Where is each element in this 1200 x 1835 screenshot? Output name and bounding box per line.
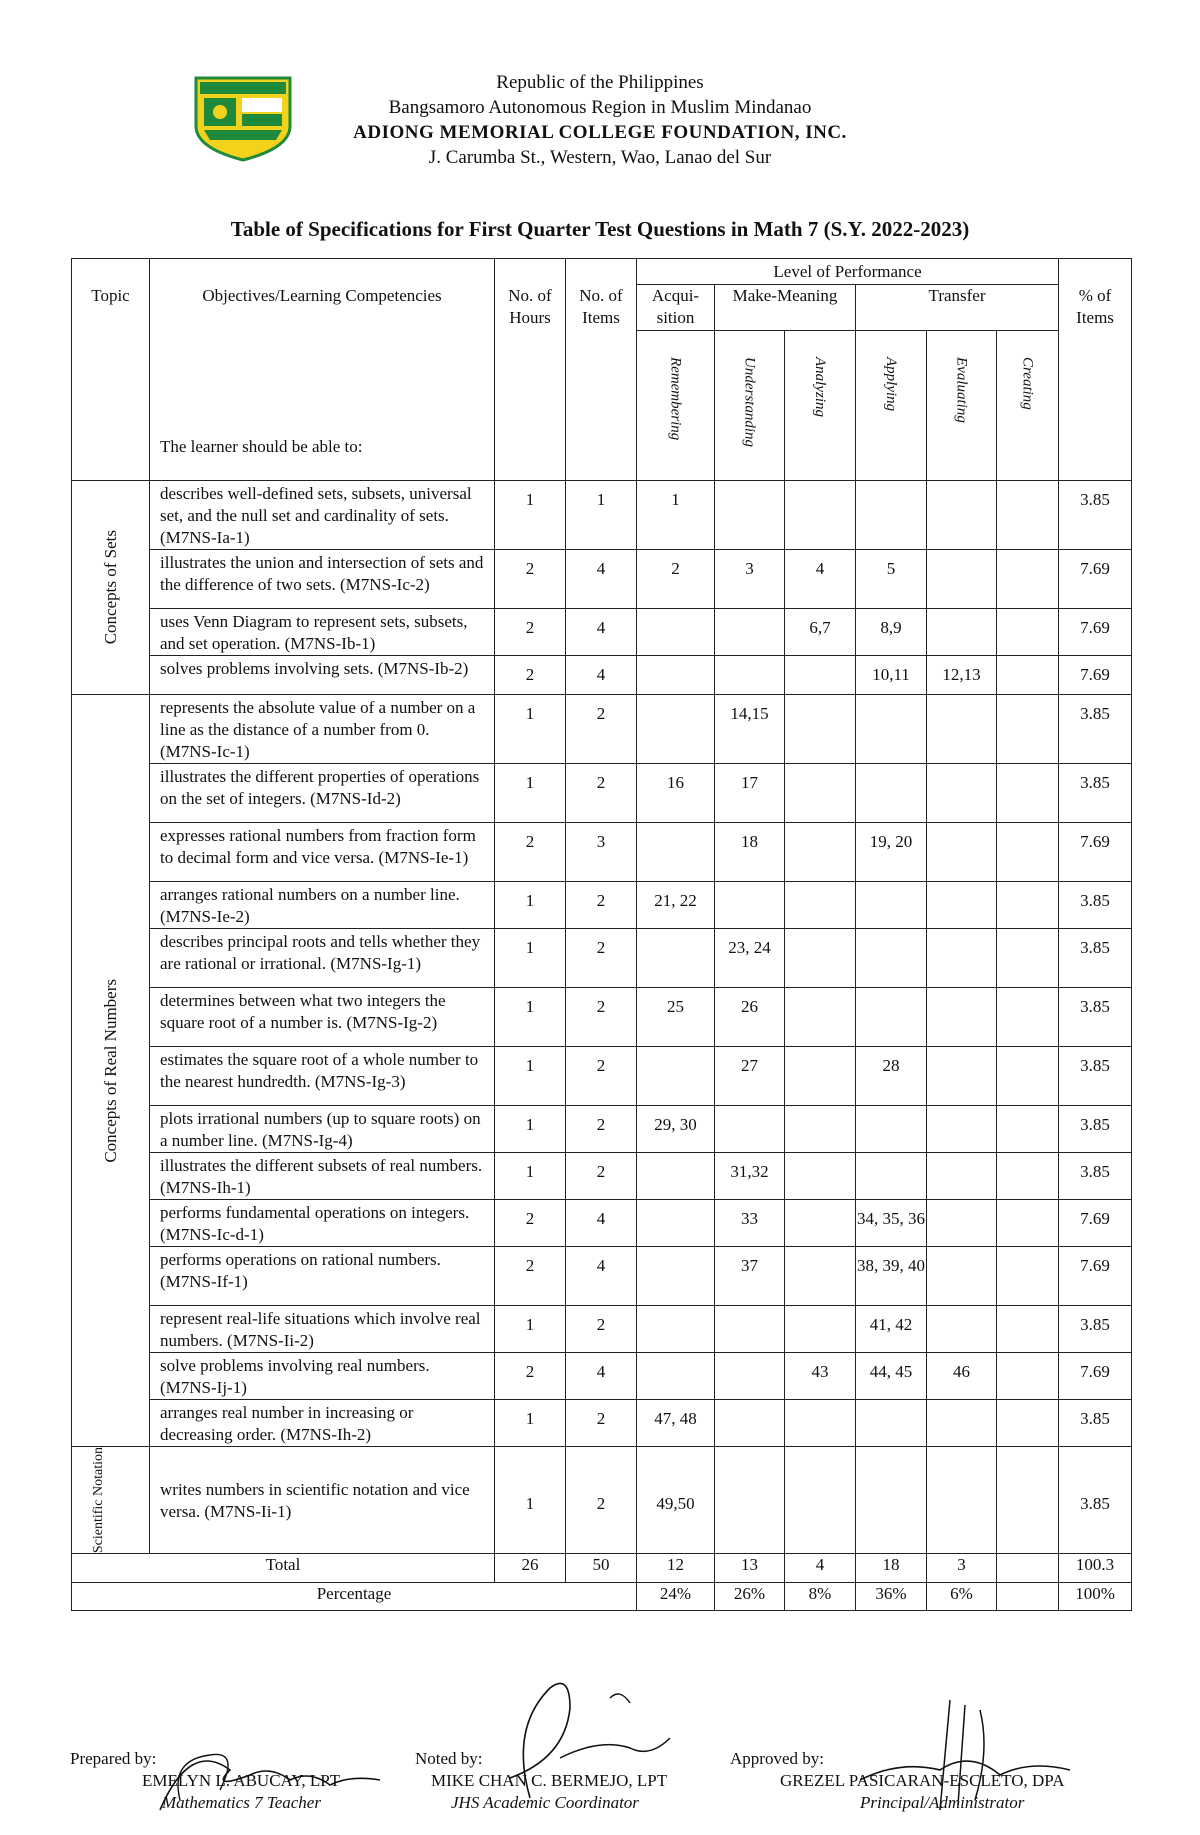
remembering-cell [637,1306,715,1353]
remembering-cell [637,695,715,764]
analyzing-cell [785,1306,856,1353]
objective-cell: represent real-life situations which involve real numbers. (M7NS-Ii-2) [150,1306,495,1353]
table-body [72,481,1132,1554]
percent-cell: 3.85 [1059,1153,1132,1200]
understanding-cell [715,1447,785,1554]
table-row [72,1353,1132,1400]
objective-cell: arranges real number in increasing or decreasing order. (M7NS-Ih-2) [150,1400,495,1447]
understanding-cell [715,481,785,550]
table-row [72,988,1132,1047]
total-items: 50 [566,1554,637,1583]
items-cell: 4 [566,550,637,609]
total-applying: 18 [856,1554,927,1583]
evaluating-header: Evaluating [953,357,970,423]
hours-cell: 1 [495,929,566,988]
items-header: No. of Items [566,259,637,481]
remembering-cell [637,1200,715,1247]
objective-cell: plots irrational numbers (up to square roots) on a number line. (M7NS-Ig-4) [150,1106,495,1153]
acquisition-header: Acqui-sition [637,285,715,331]
percentage-evaluating: 6% [927,1583,997,1611]
objective-cell: estimates the square root of a whole number to the nearest hundredth. (M7NS-Ig-3) [150,1047,495,1106]
objective-cell: illustrates the different properties of operations on the set of integers. (M7NS-Id-2) [150,764,495,823]
hours-cell: 2 [495,1200,566,1247]
remembering-cell [637,1153,715,1200]
objective-cell: solve problems involving real numbers. (M7NS-Ij-1) [150,1353,495,1400]
hours-cell: 1 [495,764,566,823]
evaluating-cell [927,1200,997,1247]
topic-header: Topic [72,259,150,481]
percentage-applying: 36% [856,1583,927,1611]
analyzing-cell [785,882,856,929]
items-cell: 3 [566,823,637,882]
understanding-cell [715,656,785,695]
prepared-name: EMELYN L. ABUCAY, LPT [142,1771,341,1790]
hours-cell: 2 [495,1353,566,1400]
applying-cell: 5 [856,550,927,609]
creating-cell [997,823,1059,882]
creating-cell [997,1306,1059,1353]
noted-role: JHS Academic Coordinator [451,1793,639,1812]
noted-signature [470,1668,690,1808]
percent-header: % of Items [1059,259,1132,481]
items-cell: 2 [566,1106,637,1153]
total-creating [997,1554,1059,1583]
creating-cell [997,882,1059,929]
objective-cell: solves problems involving sets. (M7NS-Ib-2) [150,656,495,695]
objectives-header [150,259,495,481]
creating-cell [997,1106,1059,1153]
understanding-cell: 3 [715,550,785,609]
learner-note: The learner should be able to: [160,437,363,456]
items-cell: 2 [566,1047,637,1106]
creating-cell [997,1153,1059,1200]
approved-signature [840,1690,1080,1820]
analyzing-cell: 4 [785,550,856,609]
objective-cell: performs operations on rational numbers. (M7NS-If-1) [150,1247,495,1306]
remembering-cell [637,929,715,988]
topic-label: Scientific Notation [90,1447,106,1554]
noted-label: Noted by: [415,1749,483,1768]
understanding-cell: 17 [715,764,785,823]
creating-cell [997,1447,1059,1554]
understanding-cell: 31,32 [715,1153,785,1200]
evaluating-cell [927,764,997,823]
creating-cell [997,1400,1059,1447]
table-row [72,1400,1132,1447]
analyzing-cell: 43 [785,1353,856,1400]
approved-label: Approved by: [730,1749,824,1768]
analyzing-cell [785,1106,856,1153]
hours-cell: 1 [495,1106,566,1153]
understanding-cell: 14,15 [715,695,785,764]
hours-cell: 2 [495,823,566,882]
remembering-cell: 16 [637,764,715,823]
percent-cell: 3.85 [1059,1400,1132,1447]
items-cell: 4 [566,656,637,695]
evaluating-cell [927,550,997,609]
table-row [72,764,1132,823]
applying-cell [856,882,927,929]
table-row [72,1200,1132,1247]
items-cell: 4 [566,609,637,656]
percent-cell: 7.69 [1059,550,1132,609]
creating-cell [997,929,1059,988]
hours-header: No. of Hours [495,259,566,481]
analyzing-cell [785,1247,856,1306]
creating-cell [997,988,1059,1047]
remembering-cell: 21, 22 [637,882,715,929]
understanding-cell: 23, 24 [715,929,785,988]
analyzing-cell [785,988,856,1047]
applying-cell [856,1153,927,1200]
creating-cell [997,764,1059,823]
hours-cell: 1 [495,695,566,764]
applying-cell: 44, 45 [856,1353,927,1400]
remembering-cell: 29, 30 [637,1106,715,1153]
table-row [72,823,1132,882]
understanding-cell [715,1400,785,1447]
total-label: Total [72,1554,495,1583]
applying-cell: 41, 42 [856,1306,927,1353]
header-line-1: Republic of the Philippines [496,72,704,93]
percent-cell: 3.85 [1059,988,1132,1047]
remembering-cell [637,1247,715,1306]
creating-header: Creating [1019,357,1036,410]
table-row [72,1106,1132,1153]
analyzing-cell [785,656,856,695]
hours-cell: 1 [495,481,566,550]
objective-cell: writes numbers in scientific notation and vice versa. (M7NS-Ii-1) [150,1447,495,1554]
applying-cell [856,1400,927,1447]
analyzing-cell: 6,7 [785,609,856,656]
objective-cell: arranges rational numbers on a number line. (M7NS-Ie-2) [150,882,495,929]
hours-cell: 1 [495,1447,566,1554]
applying-header: Applying [883,357,899,412]
percent-cell: 7.69 [1059,1353,1132,1400]
remembering-cell: 47, 48 [637,1400,715,1447]
analyzing-cell [785,764,856,823]
understanding-cell [715,1106,785,1153]
applying-cell: 28 [856,1047,927,1106]
hours-cell: 1 [495,1400,566,1447]
topic-label: Concepts of Sets [100,530,120,645]
applying-cell: 38, 39, 40 [856,1247,927,1306]
hours-cell: 1 [495,988,566,1047]
analyzing-cell [785,1200,856,1247]
evaluating-cell [927,988,997,1047]
noted-name: MIKE CHAN C. BERMEJO, LPT [431,1771,668,1790]
table-row [72,656,1132,695]
document-title: Table of Specifications for First Quarter Test Questions in Math 7 (S.Y. 2022-2023) [230,217,970,241]
objective-cell: uses Venn Diagram to represent sets, subsets, and set operation. (M7NS-Ib-1) [150,609,495,656]
objective-cell: performs fundamental operations on integers. (M7NS-Ic-d-1) [150,1200,495,1247]
table-row [72,929,1132,988]
total-row [72,1554,1132,1583]
items-cell: 2 [566,929,637,988]
creating-cell [997,695,1059,764]
items-cell: 2 [566,882,637,929]
applying-cell [856,929,927,988]
applying-cell: 19, 20 [856,823,927,882]
understanding-cell: 33 [715,1200,785,1247]
topic-concepts-of-sets [72,481,150,695]
remembering-cell: 25 [637,988,715,1047]
objective-cell: determines between what two integers the square root of a number is. (M7NS-Ig-2) [150,988,495,1047]
hours-cell: 2 [495,609,566,656]
evaluating-cell [927,823,997,882]
percent-cell: 7.69 [1059,609,1132,656]
remembering-cell [637,823,715,882]
understanding-cell [715,1353,785,1400]
percent-cell: 7.69 [1059,1247,1132,1306]
header-line-2: Bangsamoro Autonomous Region in Muslim Mindanao [388,97,812,118]
percent-cell: 3.85 [1059,695,1132,764]
percent-cell: 3.85 [1059,1306,1132,1353]
percent-cell: 3.85 [1059,882,1132,929]
remembering-cell [637,1047,715,1106]
table-row [72,1047,1132,1106]
creating-cell [997,656,1059,695]
evaluating-cell: 46 [927,1353,997,1400]
analyzing-cell [785,1047,856,1106]
analyzing-cell [785,1400,856,1447]
evaluating-cell [927,929,997,988]
analyzing-header: Analyzing [812,357,828,417]
items-cell: 2 [566,1400,637,1447]
percent-cell: 3.85 [1059,929,1132,988]
evaluating-cell: 12,13 [927,656,997,695]
table-row [72,550,1132,609]
items-cell: 1 [566,481,637,550]
understanding-cell [715,882,785,929]
percentage-understanding: 26% [715,1583,785,1611]
understanding-header: Understanding [741,357,758,447]
level-header: Level of Performance [637,259,1059,285]
applying-cell [856,764,927,823]
evaluating-cell [927,1153,997,1200]
creating-cell [997,1200,1059,1247]
total-understanding: 13 [715,1554,785,1583]
applying-cell [856,695,927,764]
objective-cell: describes principal roots and tells whether they are rational or irrational. (M7NS-Ig-1) [150,929,495,988]
objective-cell: represents the absolute value of a number on a line as the distance of a number from 0. (M7NS-Ic-1) [150,695,495,764]
remembering-cell [637,1353,715,1400]
evaluating-cell [927,1106,997,1153]
table-row [72,1447,1132,1554]
analyzing-cell [785,1447,856,1554]
table-row [72,1153,1132,1200]
items-cell: 2 [566,1306,637,1353]
college-name: ADIONG MEMORIAL COLLEGE FOUNDATION, INC. [353,122,847,143]
remembering-cell: 2 [637,550,715,609]
percentage-row [72,1583,1132,1611]
creating-cell [997,550,1059,609]
table-row [72,1306,1132,1353]
hours-cell: 1 [495,1153,566,1200]
table-row [72,1247,1132,1306]
total-hours: 26 [495,1554,566,1583]
table-row [72,695,1132,764]
table-row [72,609,1132,656]
understanding-cell [715,609,785,656]
items-cell: 2 [566,764,637,823]
creating-cell [997,1353,1059,1400]
prepared-role: Mathematics 7 Teacher [162,1793,321,1812]
analyzing-cell [785,823,856,882]
table-row [72,882,1132,929]
percentage-remembering: 24% [637,1583,715,1611]
understanding-cell: 37 [715,1247,785,1306]
total-evaluating: 3 [927,1554,997,1583]
objectives-title: Objectives/Learning Competencies [202,286,442,305]
understanding-cell: 26 [715,988,785,1047]
hours-cell: 1 [495,1306,566,1353]
remembering-cell [637,609,715,656]
creating-cell [997,1247,1059,1306]
prepared-label: Prepared by: [70,1749,157,1768]
remembering-cell: 1 [637,481,715,550]
transfer-header: Transfer [856,285,1059,331]
hours-cell: 1 [495,882,566,929]
evaluating-cell [927,1447,997,1554]
percent-cell: 7.69 [1059,1200,1132,1247]
evaluating-cell [927,481,997,550]
understanding-cell: 27 [715,1047,785,1106]
creating-cell [997,481,1059,550]
topic-scientific-notation [72,1447,150,1554]
analyzing-cell [785,1153,856,1200]
items-cell: 4 [566,1247,637,1306]
document-header [0,70,1200,170]
understanding-cell [715,1306,785,1353]
percent-cell: 3.85 [1059,1447,1132,1554]
items-cell: 4 [566,1353,637,1400]
remembering-header: Remembering [667,357,684,441]
applying-cell [856,1106,927,1153]
analyzing-cell [785,929,856,988]
total-percent: 100.3 [1059,1554,1132,1583]
topic-concepts-of-real-numbers [72,695,150,1447]
total-analyzing: 4 [785,1554,856,1583]
applying-cell [856,1447,927,1554]
hours-cell: 2 [495,656,566,695]
percent-cell: 3.85 [1059,1106,1132,1153]
objective-cell: illustrates the union and intersection of sets and the difference of two sets. (M7NS-Ic-2) [150,550,495,609]
applying-cell: 8,9 [856,609,927,656]
evaluating-cell [927,882,997,929]
percentage-label: Percentage [72,1583,637,1611]
percentage-creating [997,1583,1059,1611]
items-cell: 2 [566,695,637,764]
items-cell: 2 [566,988,637,1047]
specifications-table [71,258,1132,1611]
percent-cell: 7.69 [1059,656,1132,695]
approved-name: GREZEL PASICARAN-ESCLETO, DPA [780,1771,1065,1790]
applying-cell: 34, 35, 36 [856,1200,927,1247]
evaluating-cell [927,1400,997,1447]
hours-cell: 1 [495,1047,566,1106]
hours-cell: 2 [495,1247,566,1306]
objective-cell: illustrates the different subsets of real numbers. (M7NS-Ih-1) [150,1153,495,1200]
evaluating-cell [927,1306,997,1353]
evaluating-cell [927,609,997,656]
percent-cell: 3.85 [1059,1047,1132,1106]
college-address: J. Carumba St., Western, Wao, Lanao del Sur [428,147,772,168]
evaluating-cell [927,1247,997,1306]
percent-cell: 3.85 [1059,481,1132,550]
remembering-cell [637,656,715,695]
evaluating-cell [927,695,997,764]
percentage-analyzing: 8% [785,1583,856,1611]
remembering-cell: 49,50 [637,1447,715,1554]
creating-cell [997,609,1059,656]
analyzing-cell [785,695,856,764]
analyzing-cell [785,481,856,550]
applying-cell [856,481,927,550]
approved-role: Principal/Administrator [860,1793,1025,1812]
percent-cell: 7.69 [1059,823,1132,882]
objective-cell: describes well-defined sets, subsets, universal set, and the null set and cardinality of sets. (M7NS-Ia-1) [150,481,495,550]
hours-cell: 2 [495,550,566,609]
topic-label: Concepts of Real Numbers [100,978,120,1163]
table-row [72,481,1132,550]
applying-cell: 10,11 [856,656,927,695]
items-cell: 2 [566,1447,637,1554]
items-cell: 2 [566,1153,637,1200]
evaluating-cell [927,1047,997,1106]
make-meaning-header: Make-Meaning [715,285,856,331]
understanding-cell: 18 [715,823,785,882]
applying-cell [856,988,927,1047]
items-cell: 4 [566,1200,637,1247]
percentage-percent: 100% [1059,1583,1132,1611]
creating-cell [997,1047,1059,1106]
prepared-signature [150,1730,390,1820]
total-remembering: 12 [637,1554,715,1583]
objective-cell: expresses rational numbers from fraction form to decimal form and vice versa. (M7NS-Ie-1) [150,823,495,882]
percent-cell: 3.85 [1059,764,1132,823]
